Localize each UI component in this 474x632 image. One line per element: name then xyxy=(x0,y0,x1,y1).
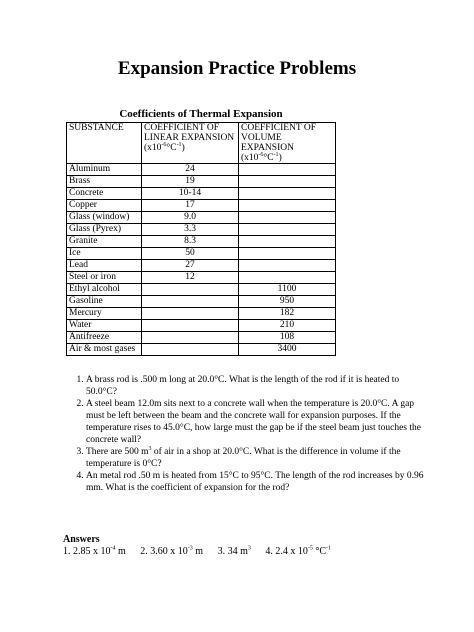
cell-linear xyxy=(142,296,239,308)
answers-line xyxy=(63,546,343,557)
cell-volume xyxy=(239,236,336,248)
cell-linear: 27 xyxy=(142,260,239,272)
cell-volume: 108 xyxy=(239,332,336,344)
cell-substance: Lead xyxy=(67,260,142,272)
cell-linear: 50 xyxy=(142,248,239,260)
cell-substance: Ethyl alcohol xyxy=(67,284,142,296)
cell-linear: 12 xyxy=(142,272,239,284)
cell-volume: 1100 xyxy=(239,284,336,296)
cell-substance: Concrete xyxy=(67,188,142,200)
cell-volume xyxy=(239,176,336,188)
cell-volume xyxy=(239,200,336,212)
cell-substance: Glass (Pyrex) xyxy=(67,224,142,236)
cell-volume xyxy=(239,188,336,200)
table-header-row xyxy=(67,123,336,164)
table-title: Coefficients of Thermal Expansion xyxy=(119,108,283,120)
cell-volume: 950 xyxy=(239,296,336,308)
cell-substance: Steel or iron xyxy=(67,272,142,284)
cell-linear: 24 xyxy=(142,164,239,176)
answer-1: 1. 2.85 x $10^{-4}$ m xyxy=(63,545,126,557)
cell-volume xyxy=(239,272,336,284)
cell-linear: 19 xyxy=(142,176,239,188)
table-row xyxy=(67,272,336,284)
problem-item: 4. An metal rod .50 m is heated from 15°C to 95°C. The length of the rod increases by 0.96 mm. What is the coefficient of expansion for the rod? xyxy=(86,470,431,494)
header-linear-expansion: COEFFICIENT OF LINEAR EXPANSION $(x10^{-6}^\circ C^{-1})$ xyxy=(142,123,239,164)
cell-linear xyxy=(142,284,239,296)
cell-linear: 17 xyxy=(142,200,239,212)
cell-substance: Aluminum xyxy=(67,164,142,176)
table-row xyxy=(67,260,336,272)
cell-linear xyxy=(142,320,239,332)
answer-3: 3. 34 $m^3$ xyxy=(217,545,251,557)
cell-substance: Glass (window) xyxy=(67,212,142,224)
cell-volume xyxy=(239,224,336,236)
cell-volume xyxy=(239,164,336,176)
header-substance: SUBSTANCE xyxy=(67,123,142,164)
cell-linear xyxy=(142,332,239,344)
cell-substance: Air & most gases xyxy=(67,344,142,356)
table-row xyxy=(67,320,336,332)
table-row xyxy=(67,308,336,320)
cell-substance: Copper xyxy=(67,200,142,212)
cell-linear: 9.0 xyxy=(142,212,239,224)
table-row xyxy=(67,248,336,260)
cell-substance: Gasoline xyxy=(67,296,142,308)
problem-item: 1. A brass rod is .500 m long at 20.0°C. What is the length of the rod if it is heated to 50.0°C? xyxy=(86,374,431,398)
answer-2: 2. 3.60 x $10^{-3}$ m xyxy=(140,545,204,557)
problem-item: 2. A steel beam 12.0m sits next to a concrete wall when the temperature is 20.0°C. A gap must be left between the beam and the concrete wall for expansion purposes. If the temperature rises to 45.0°C, how large must the gap be if the steel beam just touches the concrete wall? xyxy=(86,398,431,446)
table-row xyxy=(67,236,336,248)
page-title: Expansion Practice Problems xyxy=(117,58,357,79)
cell-linear: 8.3 xyxy=(142,236,239,248)
cell-volume: 182 xyxy=(239,308,336,320)
cell-linear xyxy=(142,344,239,356)
table-row xyxy=(67,164,336,176)
table-row xyxy=(67,212,336,224)
table-row xyxy=(67,344,336,356)
cell-linear: 10-14 xyxy=(142,188,239,200)
cell-substance: Mercury xyxy=(67,308,142,320)
answers-heading: Answers xyxy=(63,534,100,545)
answer-4: 4. 2.4 x $10^{-5}$ $^\circ C^{-1}$ xyxy=(265,545,332,557)
coefficients-table xyxy=(66,122,336,356)
cell-linear: 3.3 xyxy=(142,224,239,236)
cell-volume: 3400 xyxy=(239,344,336,356)
table-row xyxy=(67,296,336,308)
cell-substance: Brass xyxy=(67,176,142,188)
table-row xyxy=(67,284,336,296)
cell-volume: 210 xyxy=(239,320,336,332)
cell-linear xyxy=(142,308,239,320)
table-row xyxy=(67,224,336,236)
cell-volume xyxy=(239,212,336,224)
problem-list xyxy=(66,374,431,494)
table-row xyxy=(67,332,336,344)
table-row xyxy=(67,200,336,212)
cell-volume xyxy=(239,260,336,272)
cell-substance: Granite xyxy=(67,236,142,248)
cell-substance: Ice xyxy=(67,248,142,260)
table-row xyxy=(67,176,336,188)
cell-volume xyxy=(239,248,336,260)
table-row xyxy=(67,188,336,200)
cell-substance: Water xyxy=(67,320,142,332)
problem-item: 3. There are 500 $m^3$ of air in a shop at 20.0°C. What is the difference in volume if the temperature is 0°C? xyxy=(86,446,431,470)
header-volume-expansion: COEFFICIENT OF VOLUME EXPANSION $(x10^{-6}^\circ C^{-1})$ xyxy=(239,123,336,164)
cell-substance: Antifreeze xyxy=(67,332,142,344)
